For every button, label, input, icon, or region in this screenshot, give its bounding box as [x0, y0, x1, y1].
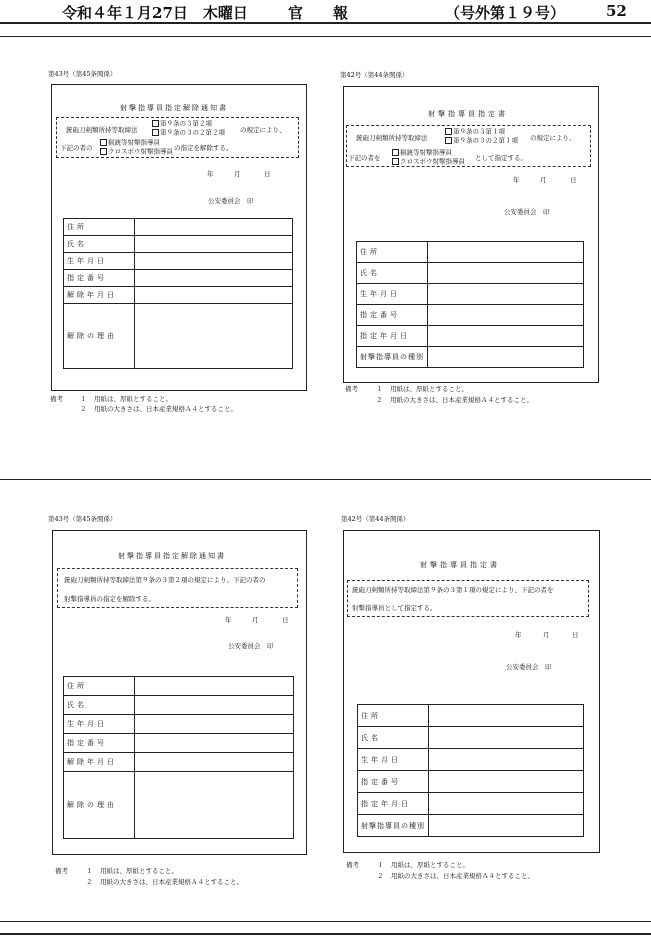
table-cell [428, 284, 584, 305]
note-number: ２ [376, 396, 383, 404]
notes-head: 備考 [50, 395, 63, 403]
table-label: 射撃指導員の種別 [357, 347, 428, 368]
table-cell [429, 771, 584, 793]
clause-text: 銃砲刀剣類所持等取締法第９条の３第２項の規定により、下記の者の [64, 576, 266, 584]
clause-text: 射撃指導員として指定する。 [352, 604, 437, 612]
option-item: クロスボウ射撃指導員 [392, 158, 465, 165]
table-label: 生年月日 [357, 284, 428, 305]
commission-seal: 公安委員会 印 [504, 208, 550, 216]
option-item: 第９条の３の２第１項 [445, 137, 518, 144]
notes-head: 備考 [55, 867, 68, 875]
note-text: 用紙の大きさは、日本産業規格Ａ４とすること。 [391, 872, 534, 880]
checkbox-icon [445, 128, 452, 135]
table-label: 氏名 [64, 696, 135, 715]
clause-text: として指定する。 [475, 154, 527, 162]
table-cell [135, 772, 294, 839]
table-cell [135, 696, 294, 715]
date-month: 月 [540, 176, 547, 184]
table-cell [429, 727, 584, 749]
checkbox-icon [152, 129, 159, 136]
date-month: 月 [543, 631, 550, 639]
checkbox-icon [445, 137, 452, 144]
table-cell [135, 715, 294, 734]
table-cell [428, 347, 584, 368]
table-cell [428, 305, 584, 326]
table-label: 生年月日 [358, 749, 429, 771]
table-label: 氏名 [64, 236, 135, 253]
issue-number: （号外第１９号） [445, 4, 566, 22]
table-label: 指定番号 [358, 771, 429, 793]
checkbox-icon [152, 120, 159, 127]
option-item: クロスボウ射撃指導員 [100, 148, 173, 155]
option-item: 第９条の３第２項 [152, 120, 212, 127]
note-number: １ [376, 385, 383, 393]
form-title: 射撃指導員指定解除通知書 [118, 552, 226, 560]
table-cell [428, 242, 584, 263]
section-rule [0, 479, 651, 480]
date-year: 年 [225, 616, 232, 624]
info-table [63, 676, 294, 839]
note-number: ２ [80, 405, 87, 413]
note-number: １ [377, 861, 384, 869]
checkbox-icon [100, 139, 107, 146]
form-label: 第42号（第44条関係） [340, 71, 409, 79]
commission-seal: 公安委員会 印 [208, 197, 254, 205]
table-cell [135, 287, 293, 304]
table-label: 指定番号 [357, 305, 428, 326]
table-cell [135, 253, 293, 270]
table-label: 氏名 [357, 263, 428, 284]
header-rule [0, 22, 651, 24]
table-cell [135, 753, 294, 772]
law-name: 銃砲刀剣類所持等取締法 [356, 134, 428, 142]
table-label: 生年月日 [64, 715, 135, 734]
note-number: １ [80, 395, 87, 403]
law-name: 銃砲刀剣類所持等取締法 [66, 126, 138, 134]
note-text: 用紙は、厚紙とすること。 [391, 861, 469, 869]
table-cell [135, 677, 294, 696]
info-table [357, 704, 584, 837]
footer-rule [0, 921, 651, 922]
note-number: ２ [377, 872, 384, 880]
info-table [356, 241, 584, 368]
clause-text: 下記の者を [348, 154, 381, 162]
table-label: 指定年月日 [357, 326, 428, 347]
clause-text: の規定により、 [530, 134, 576, 142]
form-label: 第42号（第44条関係） [341, 515, 410, 523]
note-text: 用紙の大きさは、日本産業規格Ａ４とすること。 [94, 405, 237, 413]
clause-text: の指定を解除する。 [174, 144, 233, 152]
table-cell [135, 270, 293, 287]
form-title: 射撃指導員指定解除通知書 [120, 104, 228, 112]
form-title: 射撃指導員指定書 [428, 110, 508, 118]
date-day: 日 [282, 616, 289, 624]
table-label: 指定年月日 [358, 793, 429, 815]
form-label: 第43号（第45条関係） [48, 515, 117, 523]
clause-text: 射撃指導員の指定を解除する。 [64, 595, 155, 603]
page-number: 52 [606, 2, 627, 20]
checkbox-icon [100, 148, 107, 155]
table-label: 住所 [358, 705, 429, 727]
table-cell [429, 815, 584, 837]
date-month: 月 [252, 616, 259, 624]
note-text: 用紙は、厚紙とすること。 [390, 385, 468, 393]
table-label: 指定番号 [64, 270, 135, 287]
table-label: 解除の理由 [64, 304, 135, 369]
table-label: 住所 [64, 219, 135, 236]
checkbox-icon [392, 149, 399, 156]
date-year: 年 [513, 176, 520, 184]
clause-text: の規定により、 [240, 126, 286, 134]
clause-text: 銃砲刀剣類所持等取締法第９条の３第１項の規定により、下記の者を [352, 586, 554, 594]
table-cell [428, 326, 584, 347]
date-month: 月 [234, 170, 241, 178]
publisher-name: 官 報 [288, 4, 349, 22]
table-cell [429, 705, 584, 727]
date-day: 日 [570, 176, 577, 184]
option-item: 猟銃等射撃指導員 [392, 149, 452, 156]
table-cell [429, 793, 584, 815]
footer-rule-thick [0, 933, 651, 935]
note-text: 用紙は、厚紙とすること。 [100, 867, 178, 875]
table-label: 解除年月日 [64, 753, 135, 772]
table-label: 氏名 [358, 727, 429, 749]
info-table [63, 218, 293, 369]
table-label: 住所 [357, 242, 428, 263]
table-label: 射撃指導員の種別 [358, 815, 429, 837]
table-label: 住所 [64, 677, 135, 696]
note-text: 用紙の大きさは、日本産業規格Ａ４とすること。 [100, 878, 243, 886]
note-number: １ [86, 867, 93, 875]
notes-head: 備考 [345, 385, 358, 393]
table-cell [135, 236, 293, 253]
table-label: 指定番号 [64, 734, 135, 753]
form-title: 射撃指導員指定書 [420, 561, 500, 569]
note-number: ２ [86, 878, 93, 886]
date-day: 日 [572, 631, 579, 639]
table-cell [429, 749, 584, 771]
form-label: 第43号（第45条関係） [48, 70, 117, 78]
table-label: 生年月日 [64, 253, 135, 270]
table-cell [428, 263, 584, 284]
commission-seal: 公安委員会 印 [506, 663, 552, 671]
date-year: 年 [515, 631, 522, 639]
option-item: 第９条の３第１項 [445, 128, 505, 135]
note-text: 用紙の大きさは、日本産業規格Ａ４とすること。 [390, 396, 533, 404]
issue-date: 令和４年１月27日 木曜日 [62, 4, 248, 22]
option-item: 猟銃等射撃指導員 [100, 139, 160, 146]
date-year: 年 [207, 170, 214, 178]
header-rule-thin [0, 36, 651, 37]
date-day: 日 [264, 170, 271, 178]
clause-text: 下記の者の [60, 144, 93, 152]
option-item: 第９条の３の２第２項 [152, 129, 225, 136]
note-text: 用紙は、厚紙とすること。 [94, 395, 172, 403]
table-cell [135, 304, 293, 369]
checkbox-icon [392, 158, 399, 165]
commission-seal: 公安委員会 印 [228, 642, 274, 650]
table-label: 解除の理由 [64, 772, 135, 839]
table-cell [135, 219, 293, 236]
notes-head: 備考 [346, 861, 359, 869]
table-label: 解除年月日 [64, 287, 135, 304]
table-cell [135, 734, 294, 753]
